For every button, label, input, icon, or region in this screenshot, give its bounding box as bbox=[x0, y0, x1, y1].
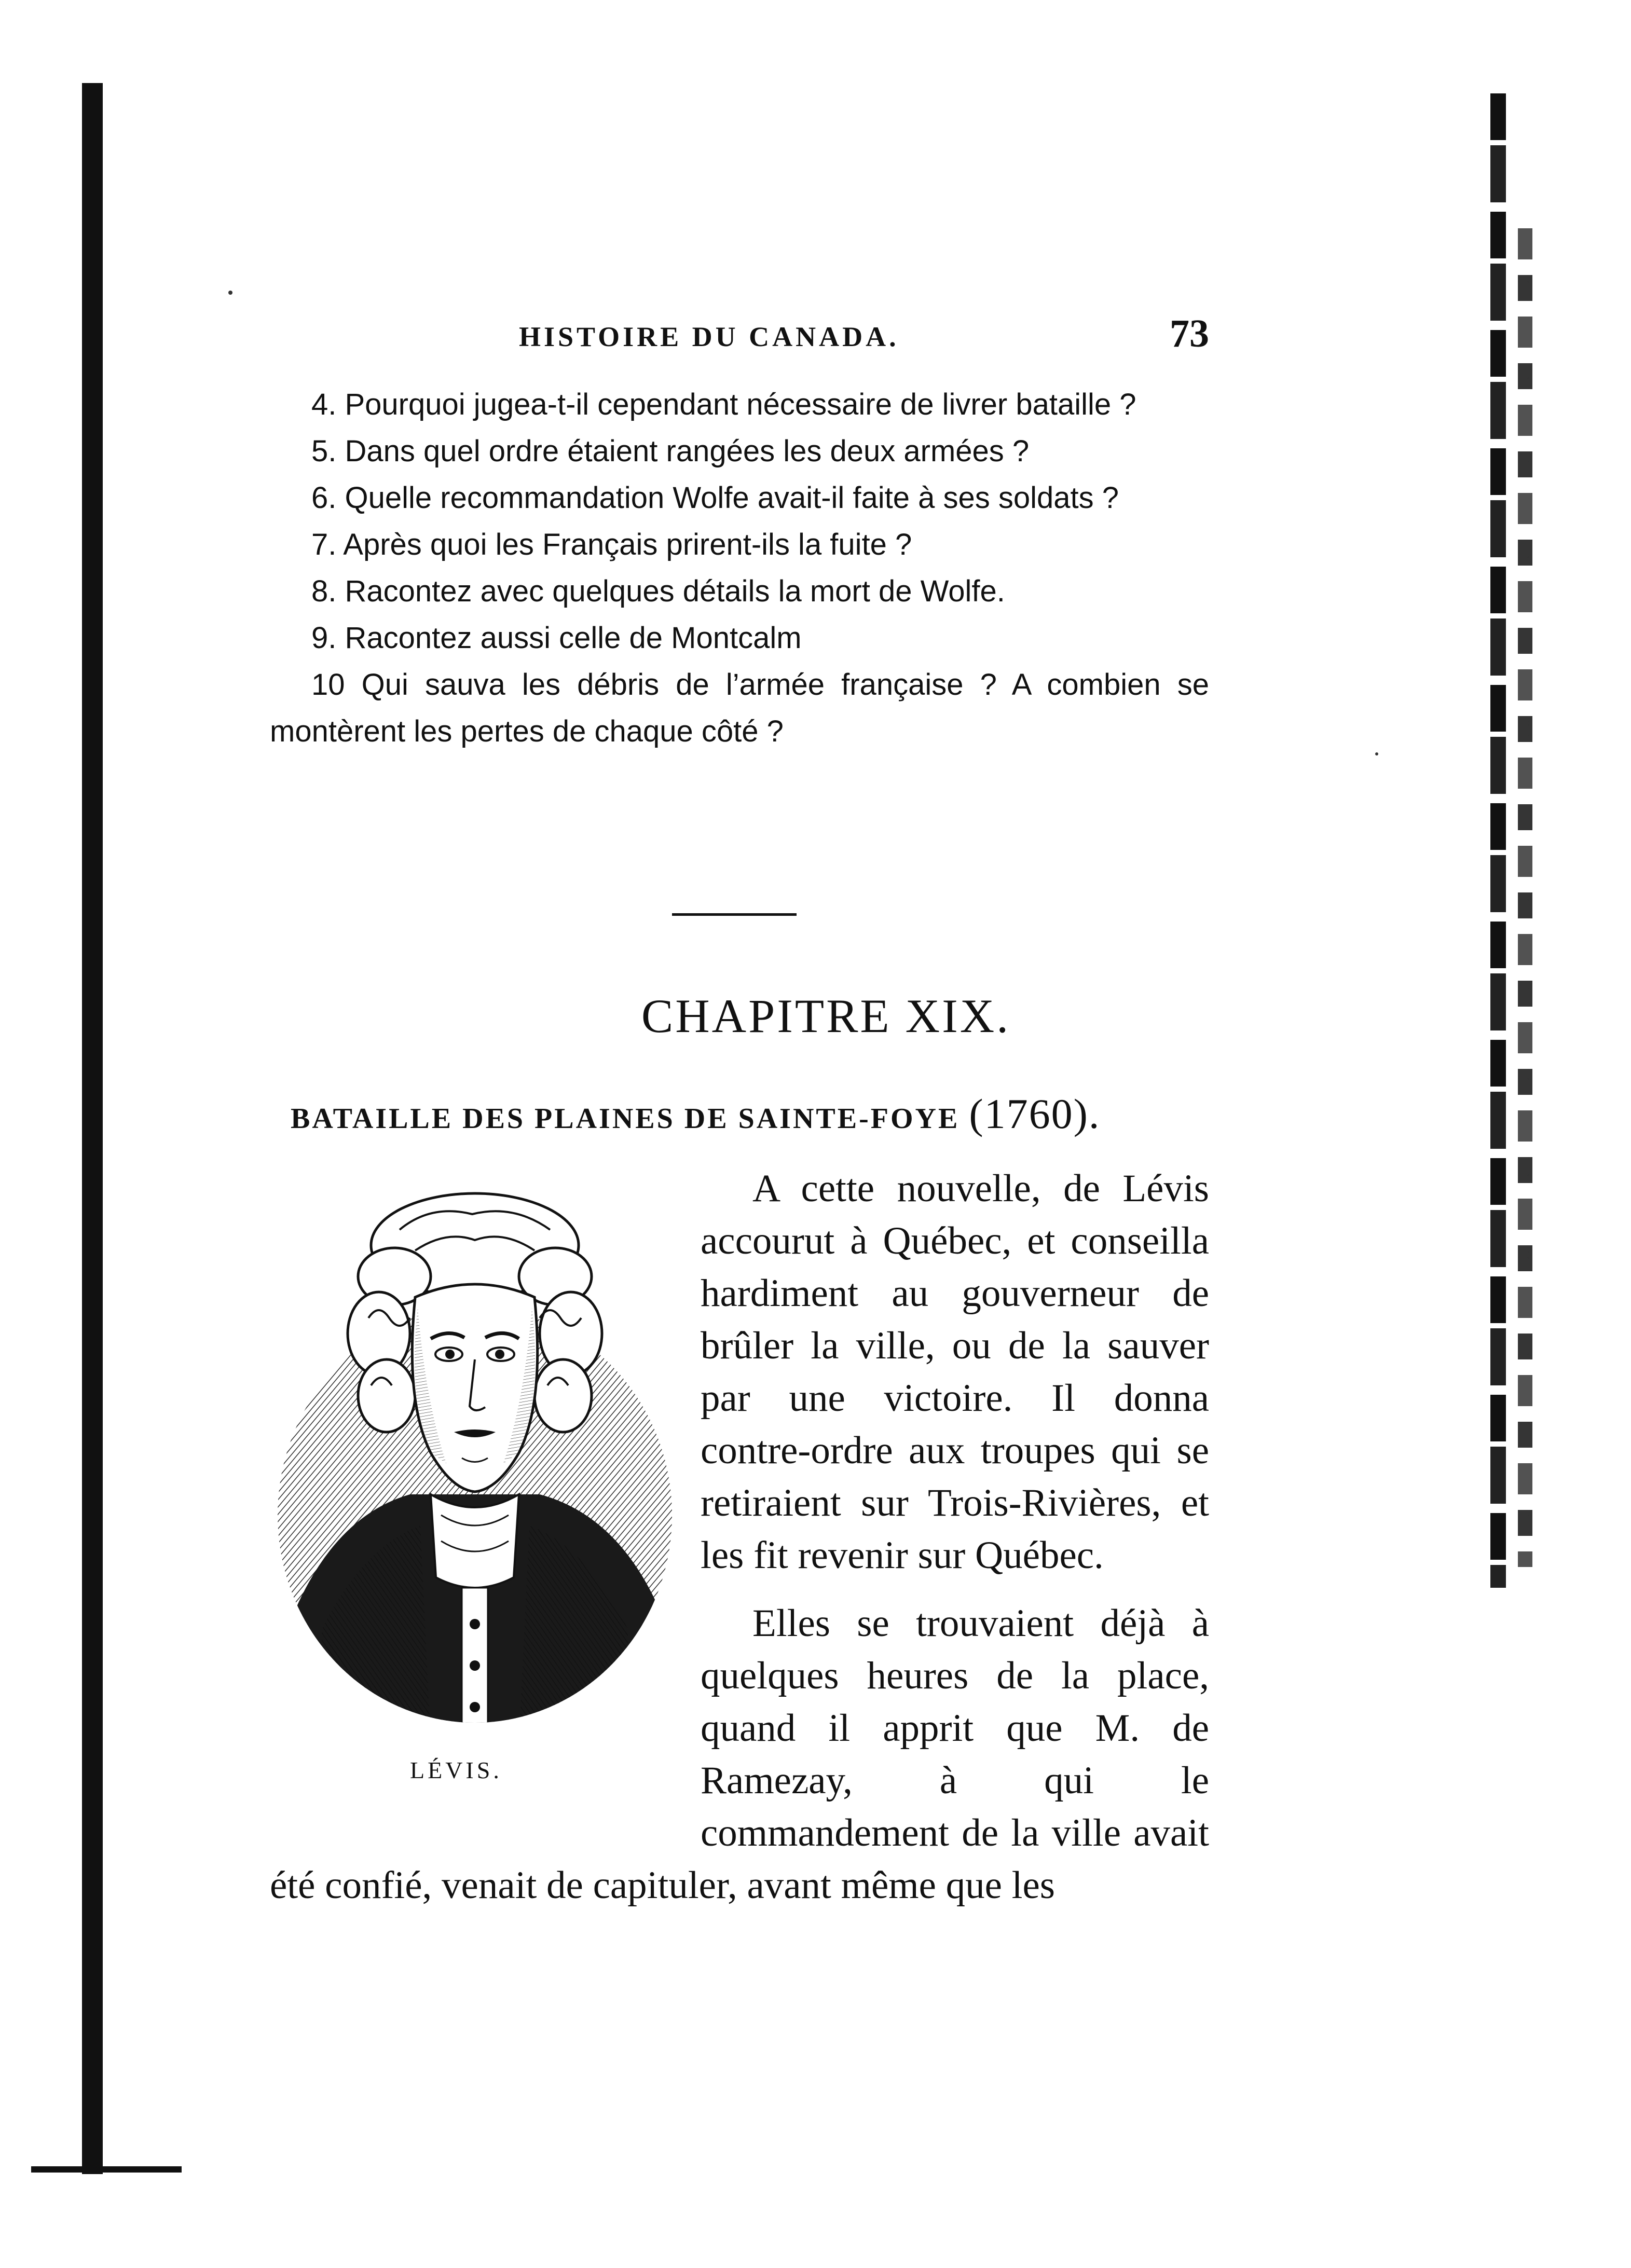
subtitle-text: BATAILLE DES PLAINES DE SAINTE-FOYE bbox=[291, 1103, 960, 1135]
question-10: 10 Qui sauva les débris de l’armée française ? A combien se montèrent les pertes de chaque côté ? bbox=[270, 668, 1209, 748]
subtitle-year: (1760). bbox=[969, 1090, 1101, 1137]
question-4: 4. Pourquoi jugea-t-il cependant nécessaire de livrer bataille ? bbox=[311, 388, 1136, 421]
paragraph-2: Elles se trouvaient déjà à quelques heures de la place, quand il apprit que M. de Ramezay, à qui le commandement de la ville avait été confié, venait de capituler, avant même que les bbox=[270, 1602, 1209, 1907]
page-edge-foot bbox=[31, 2166, 182, 2173]
chapter-title: CHAPITRE XIX. bbox=[641, 989, 1011, 1042]
question-7: 7. Après quoi les Français prirent-ils la fuite ? bbox=[311, 528, 912, 561]
question-5: 5. Dans quel ordre étaient rangées les deux armées ? bbox=[311, 434, 1030, 468]
speck bbox=[228, 291, 232, 295]
question-9: 9. Racontez aussi celle de Montcalm bbox=[311, 621, 802, 655]
page-number: 73 bbox=[1170, 312, 1209, 355]
page-edge-right-shadow bbox=[1518, 228, 1532, 1567]
page-edge-left bbox=[82, 83, 103, 2174]
section-divider bbox=[672, 913, 797, 916]
portrait-caption: LÉVIS. bbox=[410, 1757, 502, 1783]
question-8: 8. Racontez avec quelques détails la mort de Wolfe. bbox=[311, 574, 1005, 608]
running-header bbox=[519, 311, 1209, 358]
chapter-subtitle bbox=[291, 1090, 1100, 1138]
question-6: 6. Quelle recommandation Wolfe avait-il faite à ses soldats ? bbox=[311, 481, 1119, 515]
running-title: HISTOIRE DU CANADA. bbox=[519, 321, 899, 352]
page-edge-right bbox=[1490, 93, 1506, 1588]
levis-portrait bbox=[275, 1183, 675, 1743]
paragraph-1: A cette nouvelle, de Lévis accourut à Québec, et conseilla hardiment au gouverneur de brûler la ville, ou de la sauver par une victoire. Il donna contre-ordre aux troupes qui se retiraient sur Trois-Rivières, et les fit revenir sur Québec. bbox=[701, 1167, 1209, 1577]
speck bbox=[1375, 752, 1378, 755]
review-questions bbox=[270, 381, 1209, 755]
